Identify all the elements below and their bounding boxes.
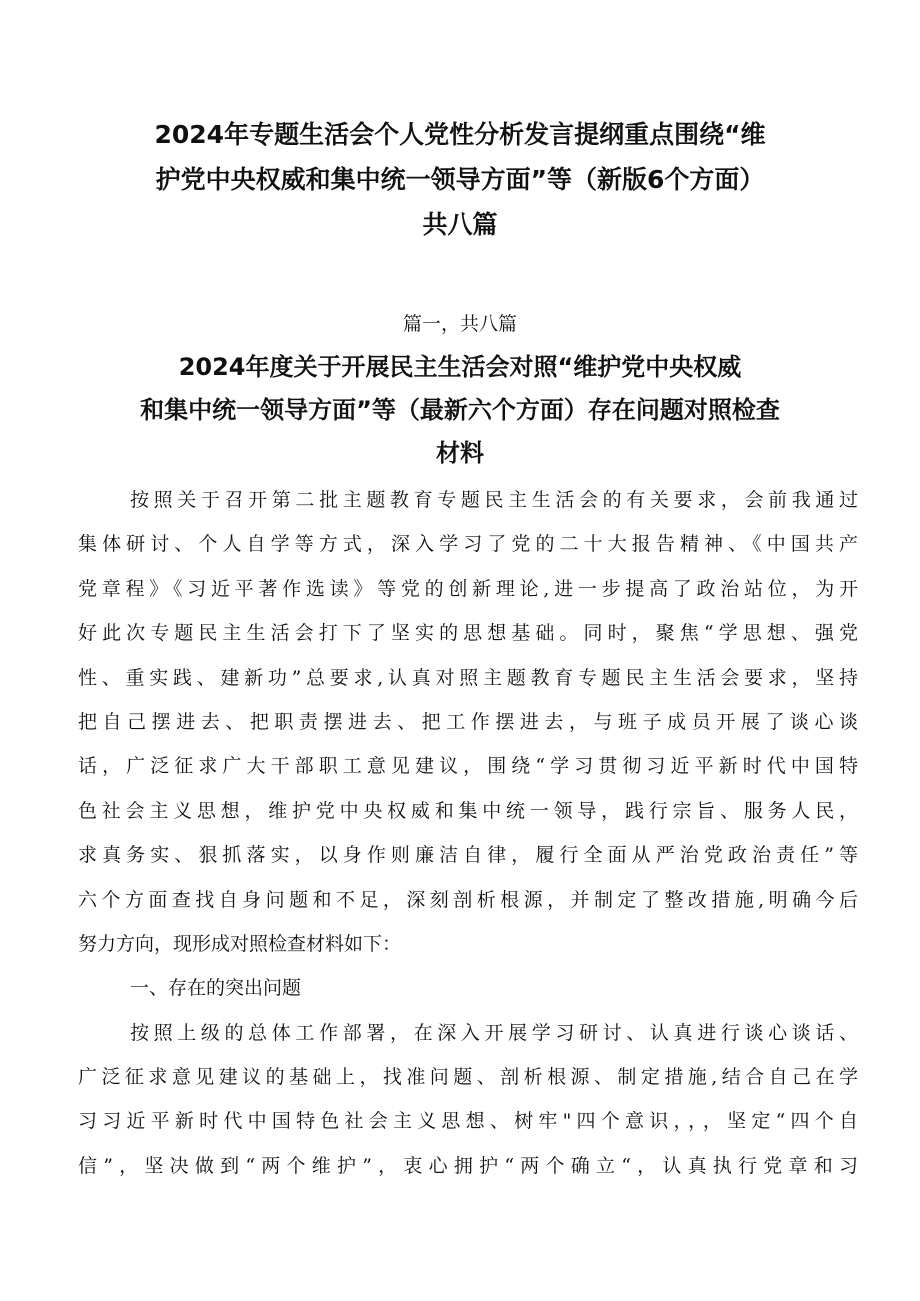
- body-line: 党章程》《习近平著作选读》等党的创新理论,进一步提高了政治站位，为开: [78, 577, 858, 600]
- body-line: 努力方向，现形成对照检查材料如下：: [78, 932, 402, 955]
- document-title: [70, 112, 850, 247]
- subtitle-line-3: 材料: [436, 439, 484, 467]
- body-line: 信”，坚决做到“两个维护”，衷心拥护“两个确立“，认真执行党章和习: [78, 1154, 858, 1177]
- body-line: 六个方面查找自身问题和不足，深刻剖析根源，并制定了整改措施,明确今后: [78, 888, 858, 911]
- body-line: 好此次专题民主生活会打下了坚实的思想基础。同时，聚焦“学思想、强党: [78, 622, 858, 645]
- body-line: 习习近平新时代中国特色社会主义思想、树牢"四个意识，，，坚定“四个自: [78, 1110, 858, 1133]
- section-label: 篇一，共八篇: [402, 313, 517, 335]
- body-line: 广泛征求意见建议的基础上，找准问题、剖析根源、制定措施,结合自己在学: [78, 1066, 858, 1089]
- body-line: 色社会主义思想，维护党中央权威和集中统一领导，践行宗旨、服务人民，: [78, 799, 858, 822]
- subtitle-line-2: 和集中统一领导方面”等（最新六个方面）存在问题对照检查: [140, 396, 780, 424]
- body-line: 集体研讨、个人自学等方式，深入学习了党的二十大报告精神、《中国共产: [78, 533, 858, 556]
- body-line: 话，广泛征求广大干部职工意见建议，围绕“学习贯彻习近平新时代中国特: [78, 755, 858, 778]
- article-subtitle: [70, 346, 850, 475]
- article-body: [78, 478, 858, 1188]
- title-line-3: 共八篇: [422, 210, 498, 239]
- body-line: 把自己摆进去、把职责摆进去、把工作摆进去，与班子成员开展了谈心谈: [78, 710, 858, 733]
- subtitle-line-1: 2024年度关于开展民主生活会对照“维护党中央权威: [178, 353, 742, 381]
- title-line-1: 2024年专题生活会个人党性分析发言提纲重点围绕“维: [154, 120, 766, 149]
- body-line: 求真务实、狠抓落实，以身作则廉洁自律，履行全面从严治党政治责任”等: [78, 844, 858, 867]
- title-line-2: 护党中央权威和集中统一领导方面”等（新版6个方面）: [155, 165, 765, 194]
- section-heading: 一、存在的突出问题: [130, 977, 302, 1000]
- body-line: 按照关于召开第二批主题教育专题民主生活会的有关要求，会前我通过: [130, 489, 858, 511]
- body-line: 按照上级的总体工作部署，在深入开展学习研讨、认真进行谈心谈话、: [130, 1021, 858, 1044]
- body-line: 性、重实践、建新功”总要求,认真对照主题教育专题民主生活会要求，坚持: [78, 666, 858, 689]
